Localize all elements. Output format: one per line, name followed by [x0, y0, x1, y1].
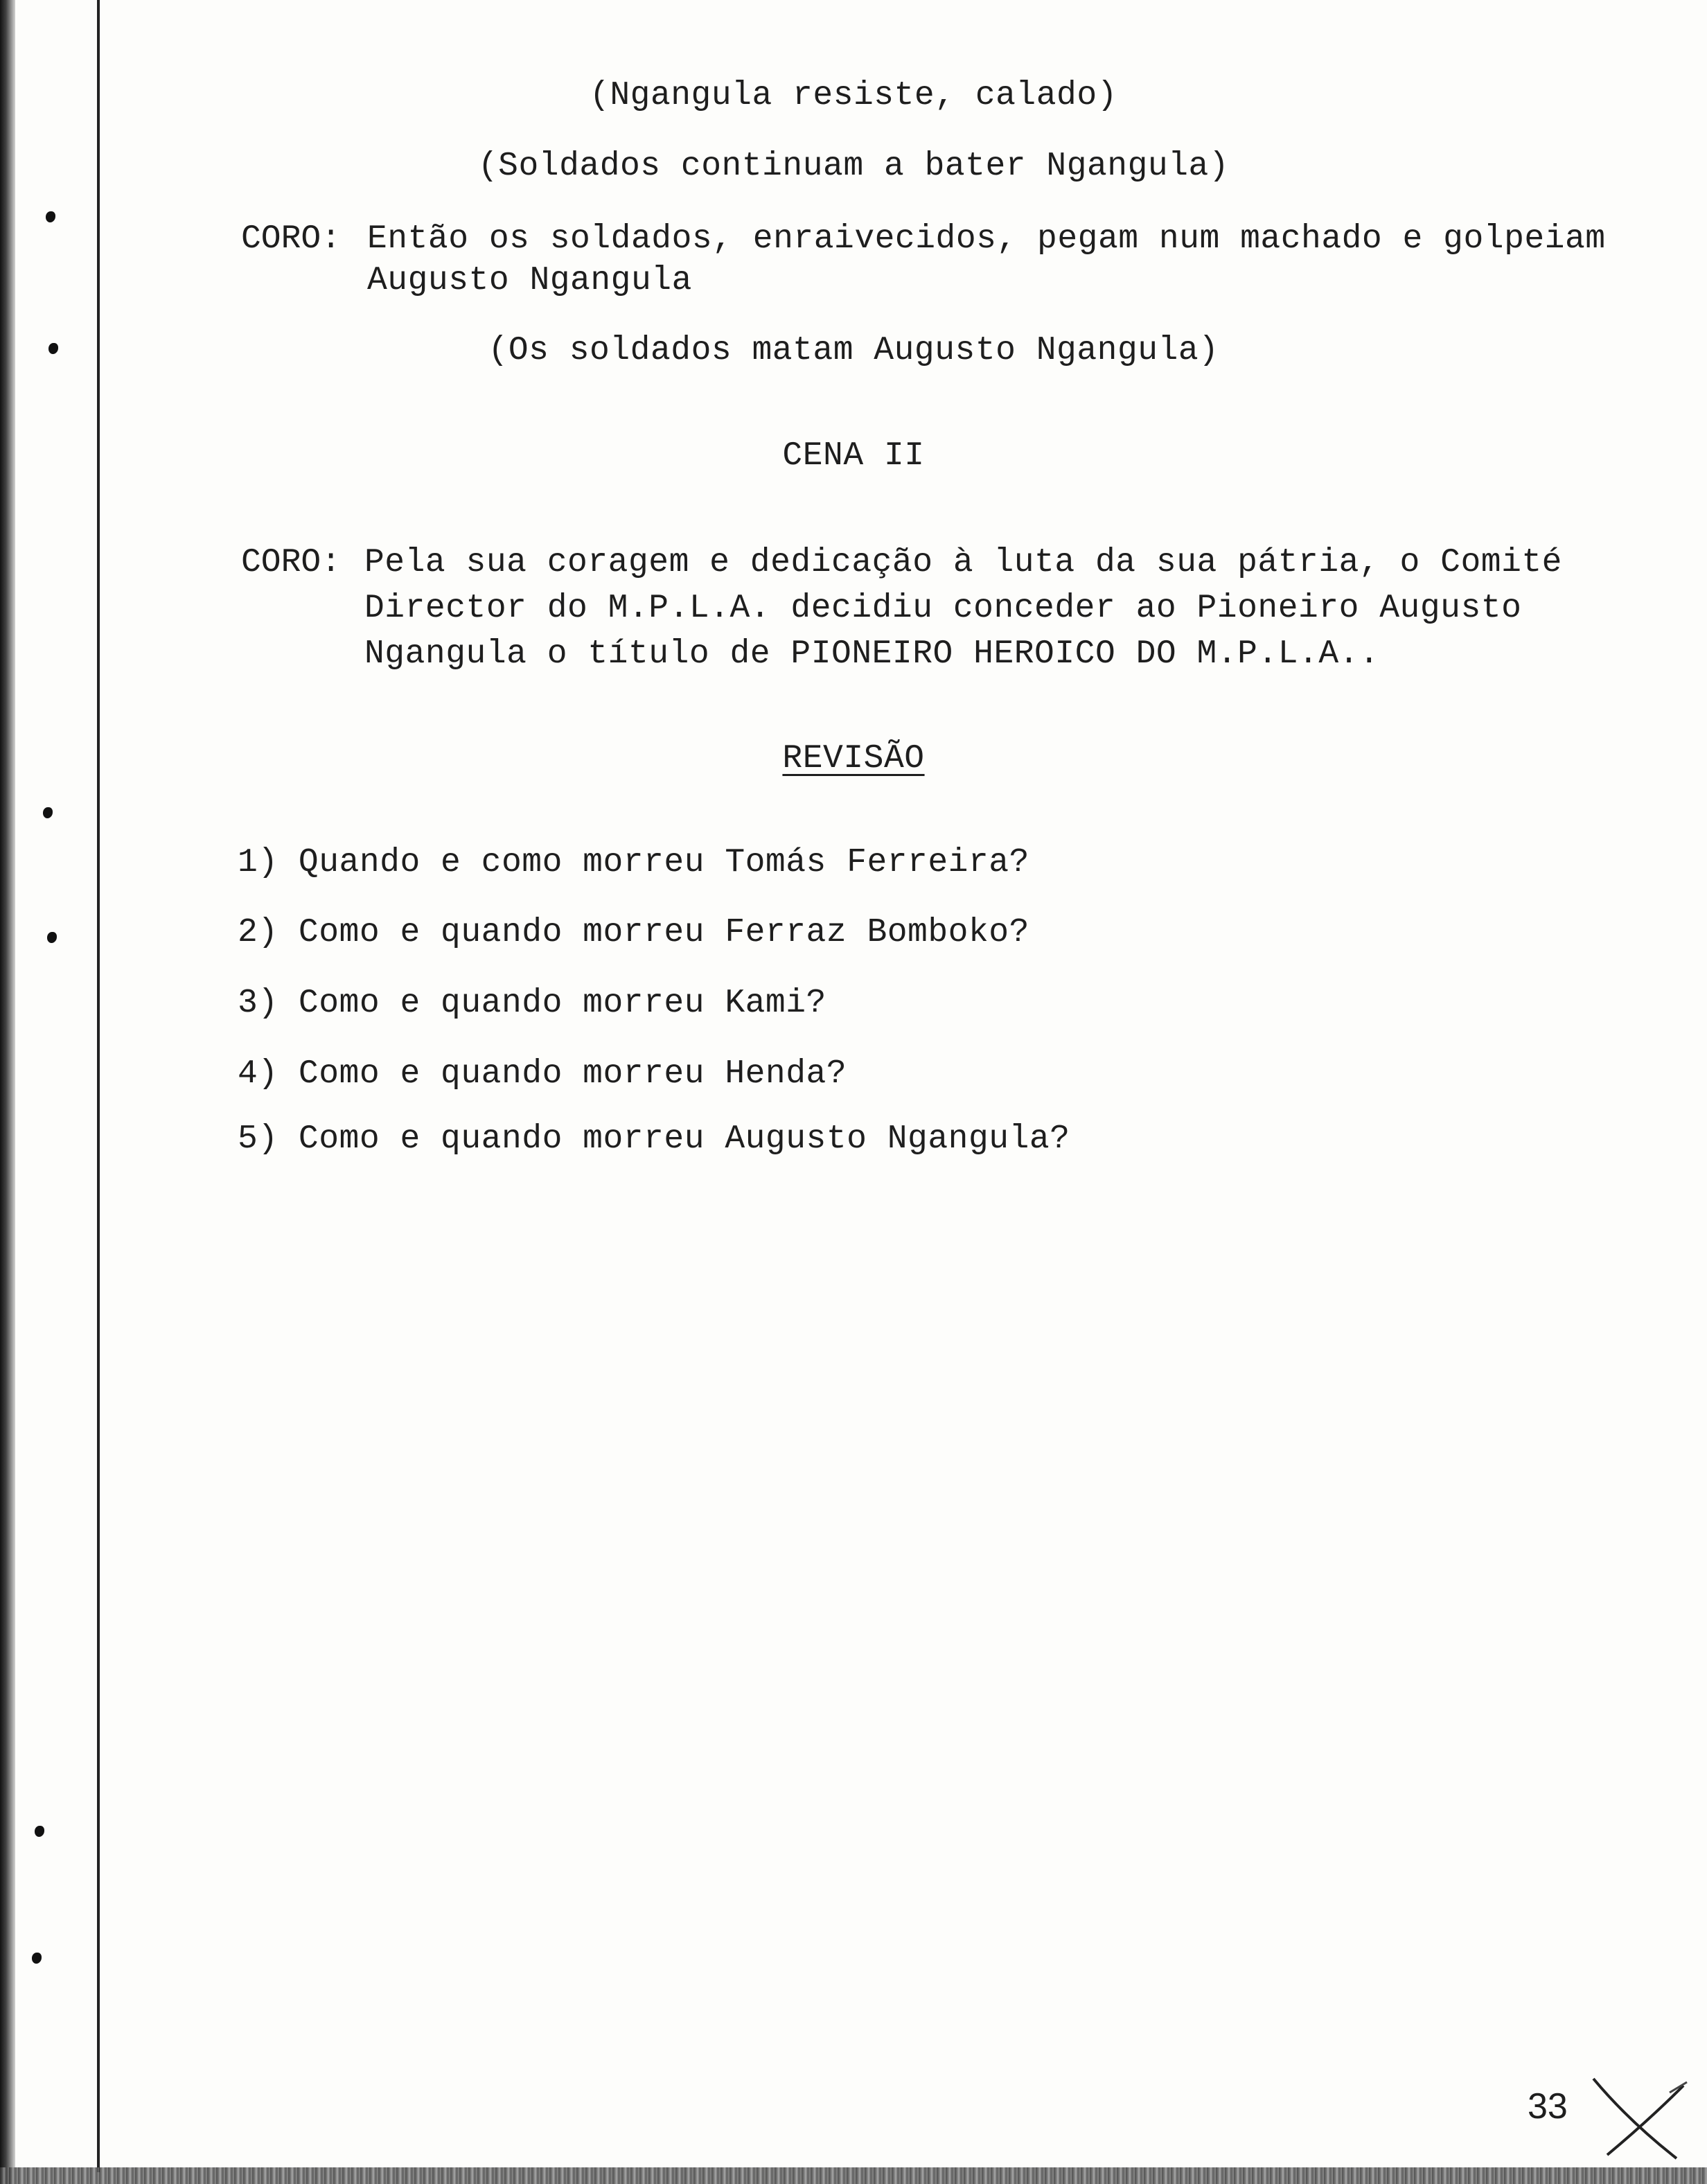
corner-scribble-icon: [1586, 2072, 1690, 2162]
list-item: 4) Como e quando morreu Henda?: [238, 1055, 847, 1093]
list-item: 3) Como e quando morreu Kami?: [238, 985, 826, 1022]
speaker-label: CORO:: [241, 544, 342, 581]
section-heading: REVISÃO: [782, 740, 925, 777]
dialogue-line: Ngangula o título de PIONEIRO HEROICO DO M.P.L.A..: [364, 635, 1380, 673]
scan-left-edge: [0, 0, 15, 2184]
page-number: 33: [1528, 2086, 1568, 2126]
dialogue-line: Então os soldados, enraivecidos, pegam num machado e golpeiam: [367, 220, 1606, 258]
punch-mark: [32, 1953, 42, 1964]
punch-mark: [43, 807, 53, 818]
list-item: 1) Quando e como morreu Tomás Ferreira?: [238, 844, 1029, 881]
scene-heading: CENA II: [782, 437, 925, 475]
punch-mark: [46, 211, 55, 222]
speaker-label: CORO:: [241, 220, 342, 258]
punch-mark: [47, 932, 57, 943]
dialogue-line: Pela sua coragem e dedicação à luta da sua pátria, o Comité: [364, 544, 1562, 581]
stage-direction: (Os soldados matam Augusto Ngangula): [488, 332, 1219, 369]
margin-line: [97, 0, 100, 2172]
list-item: 5) Como e quando morreu Augusto Ngangula?: [238, 1120, 1070, 1158]
scan-bottom-edge: [0, 2167, 1707, 2184]
list-item: 2) Como e quando morreu Ferraz Bomboko?: [238, 914, 1029, 951]
dialogue-line: Director do M.P.L.A. decidiu conceder ao Pioneiro Augusto: [364, 590, 1522, 627]
dialogue-line: Augusto Ngangula: [367, 262, 692, 299]
stage-direction: (Ngangula resiste, calado): [590, 77, 1117, 114]
stage-direction: (Soldados continuam a bater Ngangula): [477, 148, 1230, 185]
punch-mark: [35, 1826, 44, 1837]
